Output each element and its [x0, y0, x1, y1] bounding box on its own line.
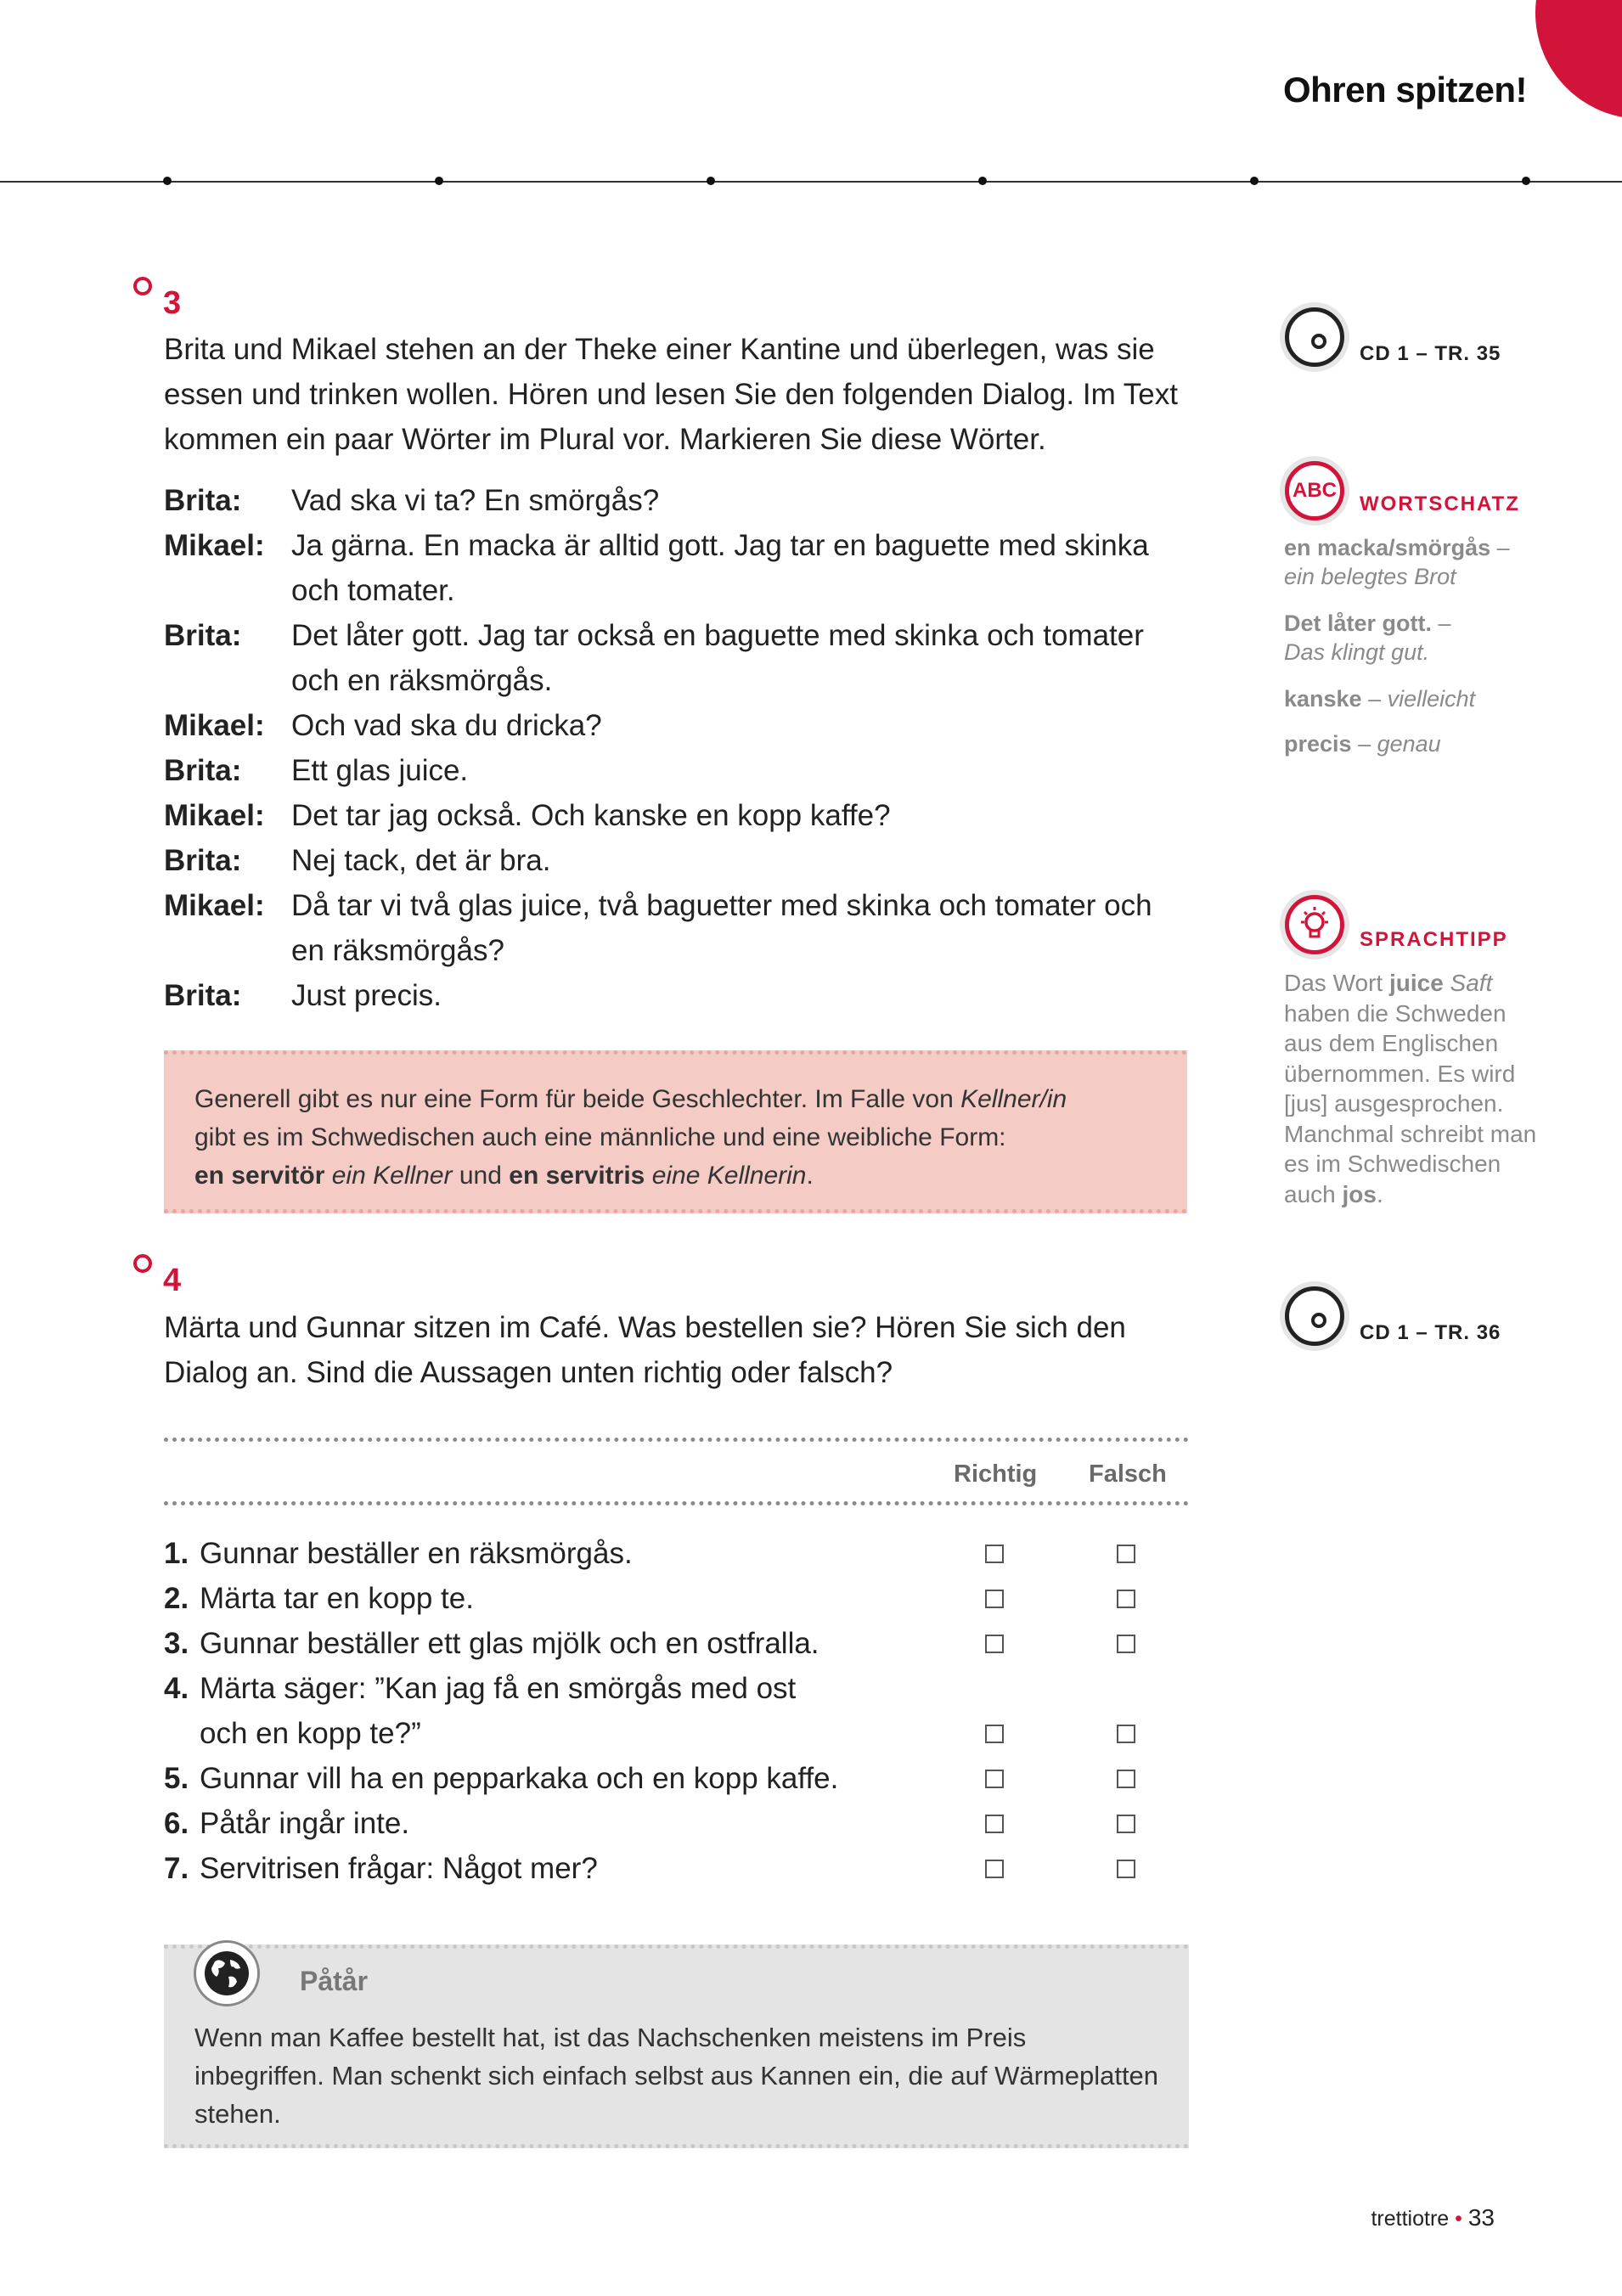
- statement-number: 5.: [164, 1762, 189, 1795]
- rule-dot: [978, 177, 987, 185]
- exercise-3-instruction: Brita und Mikael stehen an der Theke einer Kantine und überlegen, was sie essen und trinken wollen. Hören und lesen Sie den folgenden Dialog. Im Text kommen ein paar Wörter im Plural vor. Markieren Sie diese Wörter.: [164, 333, 1178, 456]
- vocab-item: [1284, 533, 1556, 591]
- rule-dot: [435, 177, 443, 185]
- exercise-marker-icon: [133, 277, 152, 295]
- statement-text: Gunnar beställer en räksmörgås.: [200, 1537, 633, 1570]
- statement-text: Gunnar vill ha en pepparkaka och en kopp kaffe.: [200, 1762, 839, 1795]
- note-text: gibt es im Schwedischen auch eine männliche und eine weibliche Form:: [194, 1123, 1006, 1151]
- tip-word: jos: [1342, 1180, 1377, 1207]
- falsch-checkbox[interactable]: [1117, 1590, 1135, 1608]
- page-title: Ohren spitzen!: [1282, 70, 1527, 110]
- speaker: Mikael:: [164, 889, 265, 922]
- statement-number: 2.: [164, 1582, 189, 1615]
- abc-icon: [1280, 456, 1349, 526]
- statement-text: Gunnar beställer ett glas mjölk och en ostfralla.: [200, 1627, 819, 1660]
- exercise-4-instruction: Märta und Gunnar sitzen im Café. Was bestellen sie? Hören Sie sich den Dialog an. Sind die Aussagen unten richtig oder falsch?: [164, 1311, 1126, 1389]
- vocab-meaning: ein belegtes Brot: [1284, 564, 1456, 589]
- falsch-checkbox[interactable]: [1117, 1725, 1135, 1743]
- cd-label: CD 1: [1360, 1321, 1410, 1344]
- column-header-falsch: Falsch: [1089, 1460, 1167, 1488]
- vocab-term: precis: [1284, 731, 1352, 757]
- falsch-checkbox[interactable]: [1117, 1635, 1135, 1653]
- statement-text: Märta säger: ”Kan jag få en smörgås med ost och en kopp te?”: [200, 1672, 797, 1750]
- note-text: und: [459, 1162, 502, 1190]
- statement-number: 7.: [164, 1852, 189, 1885]
- vocab-meaning: vielleicht: [1387, 686, 1476, 712]
- utterance: Och vad ska du dricka?: [291, 709, 602, 742]
- note-term: en servitris: [509, 1162, 645, 1190]
- note-text: .: [806, 1162, 814, 1190]
- vocab-dash: –: [1432, 611, 1451, 636]
- cd-label: CD 1: [1360, 342, 1410, 365]
- track-label: – TR. 36: [1416, 1321, 1501, 1344]
- richtig-checkbox[interactable]: [985, 1770, 1004, 1788]
- statement-text: Påtår ingår inte.: [200, 1807, 410, 1840]
- speaker: Brita:: [164, 484, 242, 517]
- utterance: Nej tack, det är bra.: [291, 844, 551, 877]
- vocab-term: kanske: [1284, 686, 1362, 712]
- vocab-item: [1284, 729, 1556, 758]
- page-number: 33: [1467, 2204, 1495, 2231]
- speaker: Brita:: [164, 979, 242, 1012]
- speaker: Mikael:: [164, 799, 265, 832]
- statement-text: Märta tar en kopp te.: [200, 1582, 474, 1615]
- statement-number: 6.: [164, 1807, 189, 1840]
- table-rule: [164, 1438, 1189, 1442]
- speaker: Brita:: [164, 844, 242, 877]
- note-term: en servitör: [194, 1162, 325, 1190]
- globe-icon: [194, 1940, 260, 2006]
- speaker: Mikael:: [164, 709, 265, 742]
- vocab-meaning: genau: [1377, 731, 1441, 757]
- grammar-note-box: [164, 1050, 1187, 1213]
- abc-icon-text: ABC: [1285, 461, 1344, 521]
- sprachtipp-text: [1284, 968, 1539, 1209]
- exercise-marker-icon: [133, 1254, 152, 1273]
- note-text: Generell gibt es nur eine Form für beide Geschlechter. Im Falle von: [194, 1085, 961, 1113]
- speaker: Mikael:: [164, 529, 265, 562]
- note-italic: Kellner/in: [960, 1085, 1067, 1113]
- utterance: Ja gärna. En macka är alltid gott. Jag tar en baguette med skinka och tomater.: [291, 529, 1149, 607]
- rule-dot: [163, 177, 172, 185]
- cd-track-label: [1360, 1321, 1501, 1345]
- vocab-term: Det låter gott.: [1284, 611, 1433, 636]
- page-footer: [1371, 2204, 1495, 2231]
- falsch-checkbox[interactable]: [1117, 1545, 1135, 1563]
- lightbulb-icon: [1280, 890, 1349, 959]
- tip-text: .: [1376, 1180, 1383, 1207]
- sprachtipp-heading: SPRACHTIPP: [1360, 928, 1508, 951]
- utterance: Det låter gott. Jag tar också en baguette med skinka och tomater och en räksmörgås.: [291, 619, 1144, 697]
- vocab-meaning: Das klingt gut.: [1284, 639, 1430, 665]
- vocab-item: [1284, 684, 1556, 713]
- statement-number: 1.: [164, 1537, 189, 1570]
- grammar-note-text: [194, 1080, 1163, 1195]
- rule-dot: [707, 177, 715, 185]
- utterance: Ett glas juice.: [291, 754, 469, 787]
- utterance: Just precis.: [291, 979, 442, 1012]
- cd-icon[interactable]: [1280, 1281, 1349, 1351]
- vocab-dash: –: [1490, 535, 1510, 560]
- speaker: Brita:: [164, 619, 242, 652]
- speaker: Brita:: [164, 754, 242, 787]
- falsch-checkbox[interactable]: [1117, 1770, 1135, 1788]
- culture-box-text: Wenn man Kaffee bestellt hat, ist das Nachschenken meistens im Preis inbegriffen. Man schenkt sich einfach selbst aus Kannen ein, die auf Wärmeplatten stehen.: [194, 2023, 1159, 2129]
- richtig-checkbox[interactable]: [985, 1815, 1004, 1833]
- utterance: Vad ska vi ta? En smörgås?: [291, 484, 660, 517]
- tip-text: haben die Schweden aus dem Englischen übernommen. Es wird [jus] ausgesprochen. Manchmal schreibt man es im Schwedischen auch: [1284, 999, 1537, 1207]
- exercise-3-number: 3: [163, 285, 182, 321]
- rule-dot: [1250, 177, 1259, 185]
- vocab-dash: –: [1351, 731, 1377, 757]
- note-translation: ein Kellner: [331, 1162, 453, 1190]
- tip-text: Das Wort: [1284, 970, 1389, 996]
- vocab-dash: –: [1361, 686, 1388, 712]
- note-translation: eine Kellnerin: [651, 1162, 807, 1190]
- vocab-item: [1284, 609, 1556, 667]
- culture-box-title: Påtår: [300, 1966, 369, 1996]
- richtig-checkbox[interactable]: [985, 1860, 1004, 1878]
- statement-number: 4.: [164, 1672, 189, 1705]
- page-word: trettiotre: [1371, 2207, 1450, 2231]
- falsch-checkbox[interactable]: [1117, 1815, 1135, 1833]
- footer-bullet: •: [1455, 2207, 1462, 2231]
- column-header-richtig: Richtig: [954, 1460, 1038, 1488]
- exercise-4-number: 4: [163, 1263, 182, 1298]
- tip-word: juice: [1388, 970, 1444, 996]
- vocab-term: en macka/smörgås: [1284, 535, 1491, 560]
- richtig-checkbox[interactable]: [985, 1545, 1004, 1563]
- richtig-checkbox[interactable]: [985, 1590, 1004, 1608]
- track-label: – TR. 35: [1416, 342, 1501, 365]
- statement-text: Servitrisen frågar: Något mer?: [200, 1852, 598, 1885]
- richtig-checkbox[interactable]: [985, 1725, 1004, 1743]
- utterance: Då tar vi två glas juice, två baguetter med skinka och tomater och en räksmörgås?: [291, 889, 1152, 967]
- culture-info-box: [164, 1944, 1189, 2148]
- falsch-checkbox[interactable]: [1117, 1860, 1135, 1878]
- richtig-checkbox[interactable]: [985, 1635, 1004, 1653]
- table-rule: [164, 1501, 1189, 1505]
- statement-number: 3.: [164, 1627, 189, 1660]
- wortschatz-heading: WORTSCHATZ: [1360, 492, 1520, 515]
- rule-dot: [1522, 177, 1530, 185]
- utterance: Det tar jag också. Och kanske en kopp kaffe?: [291, 799, 891, 832]
- cd-icon[interactable]: [1280, 302, 1349, 372]
- header-rule: [0, 181, 1622, 183]
- tip-translation: Saft: [1450, 970, 1493, 996]
- cd-track-label: [1360, 342, 1501, 366]
- corner-decoration: [1535, 0, 1622, 119]
